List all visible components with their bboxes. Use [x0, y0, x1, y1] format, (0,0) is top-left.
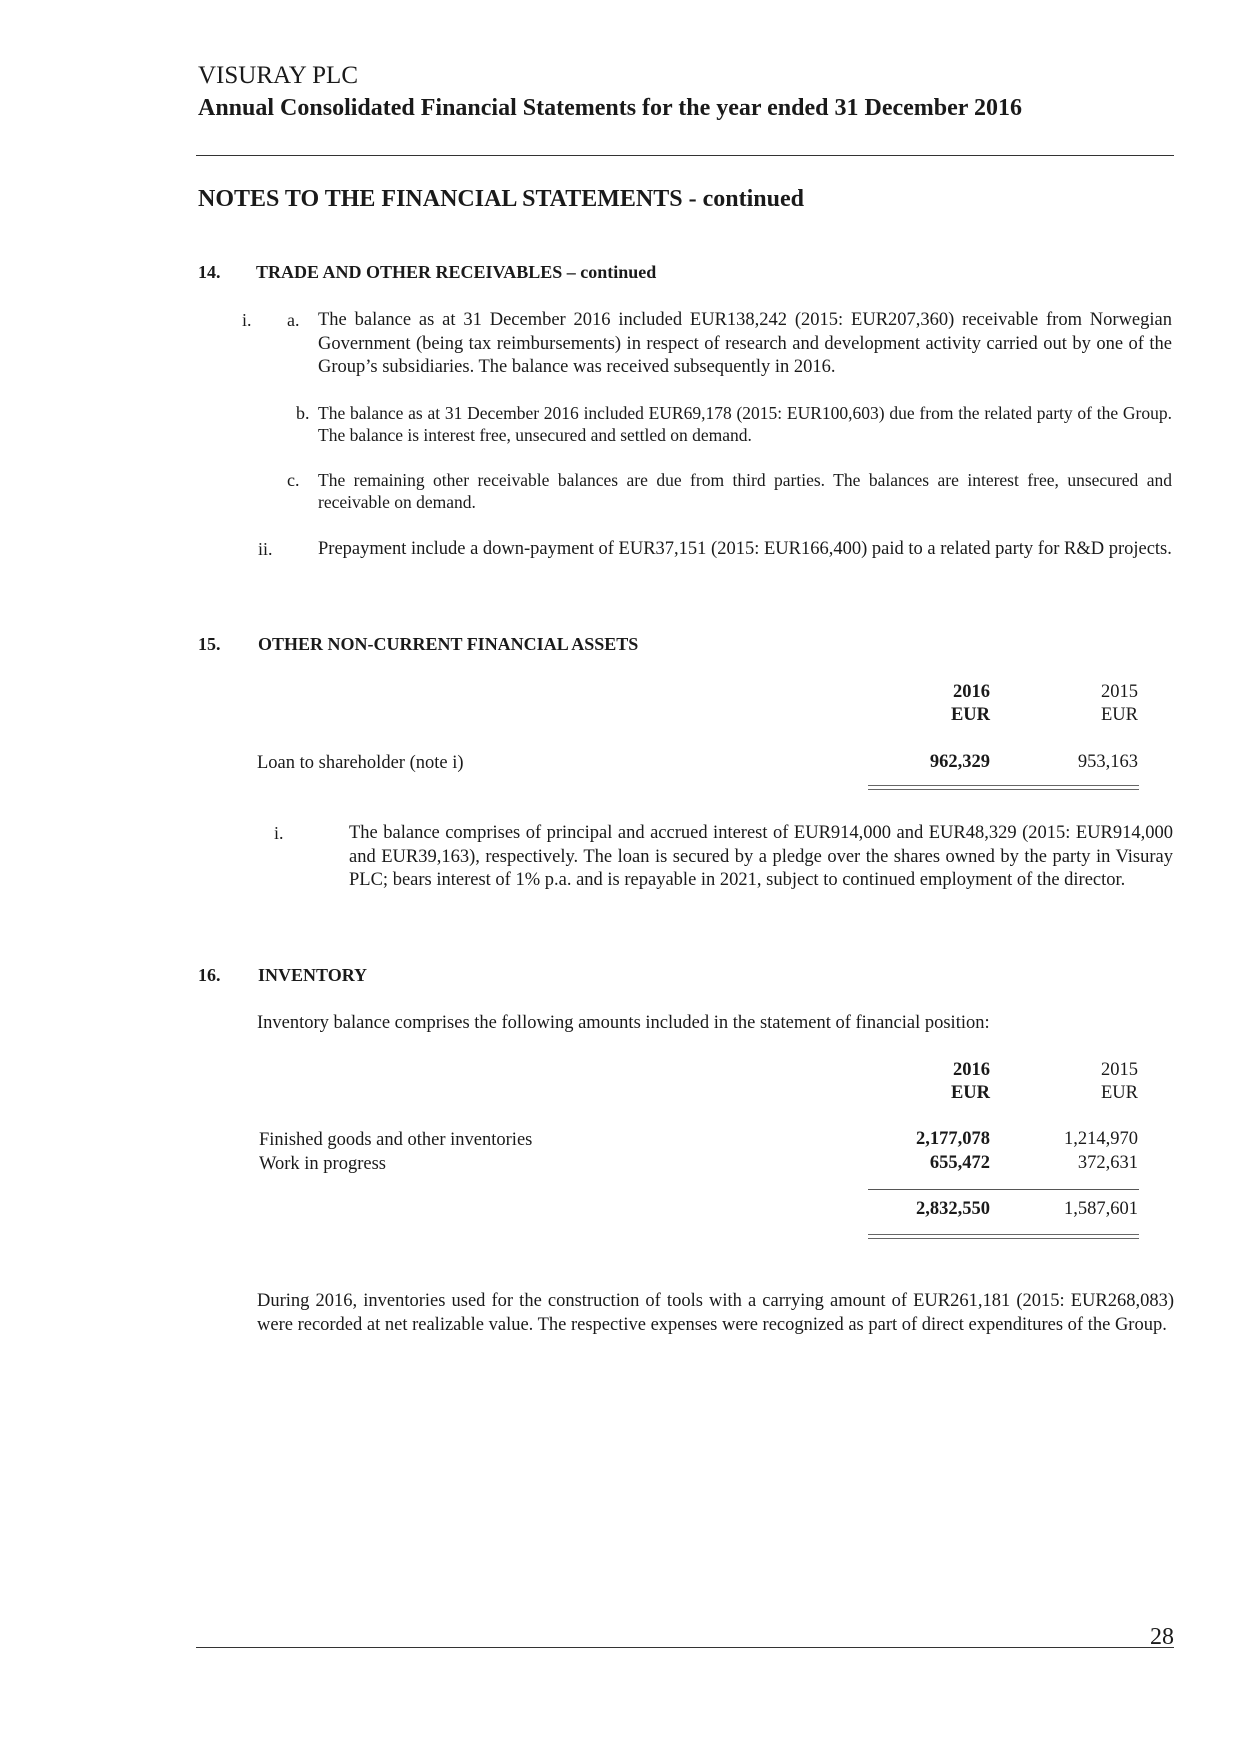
s15-note-marker: i. [274, 823, 284, 843]
section-16-number: 16. [198, 965, 221, 985]
s15-double-underline [868, 785, 1139, 790]
s15-row-2016: 962,329 [929, 752, 990, 772]
s16-col-2016-currency: EUR [950, 1083, 990, 1103]
s16-col-2015-currency: EUR [1101, 1083, 1138, 1103]
s15-row-2015: 953,163 [1077, 752, 1138, 772]
header-divider [196, 155, 1174, 156]
s16-col-2016-year: 2016 [953, 1060, 990, 1080]
s15-col-2016-currency: EUR [950, 705, 990, 725]
footer-divider [196, 1647, 1174, 1648]
item-i-marker: i. [242, 310, 252, 330]
document-subtitle: Annual Consolidated Financial Statements for the year ended 31 December 2016 [198, 95, 1022, 121]
s16-row-label: Finished goods and other inventories [259, 1130, 533, 1150]
section-16-title: INVENTORY [258, 965, 368, 985]
item-b-text: The balance as at 31 December 2016 included EUR69,178 (2015: EUR100,603) due from the related party of the Group. The balance is interest free, unsecured and settled on demand. [318, 403, 1172, 445]
s15-row-label: Loan to shareholder (note i) [257, 753, 464, 773]
s16-row-2015: 372,631 [1077, 1153, 1138, 1173]
item-ii-marker: ii. [258, 539, 273, 559]
section-14-title: TRADE AND OTHER RECEIVABLES – continued [256, 262, 657, 282]
s16-subtotal-line [868, 1189, 1139, 1190]
notes-title: NOTES TO THE FINANCIAL STATEMENTS - continued [198, 186, 804, 212]
s15-col-2015-currency: EUR [1101, 705, 1138, 725]
item-ii-text: Prepayment include a down-payment of EUR37,151 (2015: EUR166,400) paid to a related party for R&D projects. [318, 539, 1172, 559]
s15-col-2016-year: 2016 [953, 682, 990, 702]
section-14-number: 14. [198, 262, 221, 282]
item-b-marker: b. [296, 403, 310, 423]
item-c-marker: c. [287, 470, 300, 490]
item-c-text: The remaining other receivable balances are due from third parties. The balances are interest free, unsecured and receivable on demand. [318, 470, 1172, 512]
s15-col-2015-year: 2015 [1101, 682, 1138, 702]
s16-row-2016: 2,177,078 [916, 1129, 990, 1149]
section-15-title: OTHER NON-CURRENT FINANCIAL ASSETS [258, 634, 639, 654]
s16-row-2015: 1,214,970 [1064, 1129, 1138, 1149]
item-a-text: The balance as at 31 December 2016 included EUR138,242 (2015: EUR207,360) receivable from Norwegian Government (being tax reimbursements) in respect of research and development activity carried out by one of the Group’s subsidiaries. The balance was received subsequently in 2016. [318, 310, 1172, 377]
s16-closing-text: During 2016, inventories used for the construction of tools with a carrying amount of EUR261,181 (2015: EUR268,083) were recorded at net realizable value. The respective expenses were recognized as part of direct expenditures of the Group. [257, 1291, 1174, 1335]
s16-row-2016: 655,472 [929, 1153, 990, 1173]
section-15-number: 15. [198, 634, 221, 654]
s15-note-text: The balance comprises of principal and accrued interest of EUR914,000 and EUR48,329 (2015: EUR914,000 and EUR39,163), respectively. The loan is secured by a pledge over the shares owned by the party in Visuray PLC; bears interest of 1% p.a. and is repayable in 2021, subject to continued employment of the director. [349, 823, 1173, 890]
s16-total-2016: 2,832,550 [916, 1199, 990, 1219]
s16-col-2015-year: 2015 [1101, 1060, 1138, 1080]
page-number: 28 [1150, 1624, 1174, 1650]
s16-row-label: Work in progress [259, 1154, 386, 1174]
item-a-marker: a. [287, 310, 300, 330]
s16-total-2015: 1,587,601 [1064, 1199, 1138, 1219]
s16-double-underline [868, 1234, 1139, 1239]
company-name: VISURAY PLC [198, 62, 358, 89]
s16-intro: Inventory balance comprises the following amounts included in the statement of financial position: [257, 1013, 990, 1033]
